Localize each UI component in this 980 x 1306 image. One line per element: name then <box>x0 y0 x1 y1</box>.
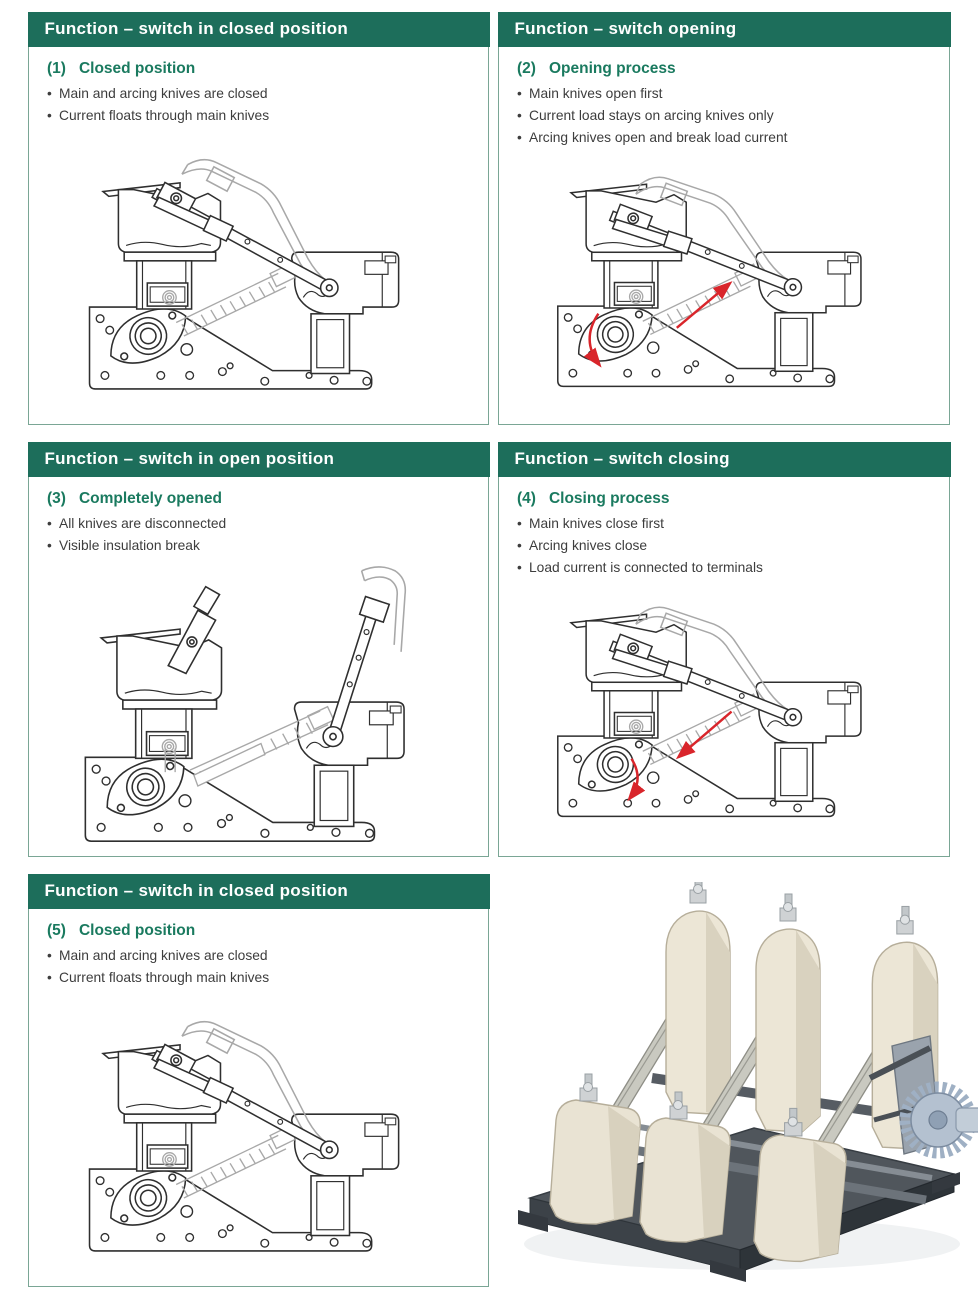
subtitle-number: (3) <box>47 489 66 507</box>
panel-header: Function – switch opening <box>498 12 951 47</box>
panel-header: Function – switch closing <box>498 442 951 477</box>
subtitle-text: Opening process <box>548 59 676 77</box>
bullet-item: • Current load stays on arcing knives only <box>517 105 939 127</box>
bullet-list <box>47 513 478 557</box>
subtitle-text: Closed position <box>78 59 196 77</box>
three-pole-switch-illustration <box>502 882 978 1290</box>
panel-switch-closing <box>498 442 950 857</box>
bullet-item: • Current floats through main knives <box>47 967 478 989</box>
panel-header: Function – switch in closed position <box>28 874 490 909</box>
panel-open-position <box>28 442 489 857</box>
switch-closing-diagram <box>534 585 914 840</box>
bullet-item: • Load current is connected to terminals <box>517 557 939 579</box>
panel-subtitle <box>517 60 949 78</box>
panel-closed-position-1 <box>28 12 489 425</box>
panel-subtitle <box>47 60 488 78</box>
panel-closed-position-2 <box>28 874 489 1287</box>
panel-header: Function – switch in closed position <box>28 12 490 47</box>
switch-open-diagram <box>69 561 449 857</box>
panel-header: Function – switch in open position <box>28 442 490 477</box>
switch-closed-diagram <box>69 153 449 413</box>
product-photo-three-pole-switch <box>502 882 978 1290</box>
subtitle-text: Closing process <box>548 489 670 507</box>
bullet-item: • Main and arcing knives are closed <box>47 945 478 967</box>
subtitle-text: Completely opened <box>78 489 222 507</box>
bullet-item: • Arcing knives close <box>517 535 939 557</box>
bullet-item: • Main knives close first <box>517 513 939 535</box>
bullet-item: • Visible insulation break <box>47 535 478 557</box>
subtitle-number: (5) <box>47 921 66 939</box>
bullet-item: • Main and arcing knives are closed <box>47 83 478 105</box>
panel-subtitle <box>47 490 488 508</box>
subtitle-number: (2) <box>517 59 536 77</box>
bullet-item: • All knives are disconnected <box>47 513 478 535</box>
panel-switch-opening <box>498 12 950 425</box>
bullet-list <box>47 945 478 989</box>
bullet-item: • Arcing knives open and break load current <box>517 127 939 149</box>
subtitle-number: (1) <box>47 59 66 77</box>
panel-subtitle <box>517 490 949 508</box>
subtitle-text: Closed position <box>78 921 196 939</box>
bullet-item: • Current floats through main knives <box>47 105 478 127</box>
bullet-list <box>517 83 939 149</box>
bullet-list <box>517 513 939 579</box>
panel-subtitle <box>47 922 488 940</box>
bullet-list <box>47 83 478 127</box>
subtitle-number: (4) <box>517 489 536 507</box>
bullet-item: • Main knives open first <box>517 83 939 105</box>
switch-opening-diagram <box>534 155 914 410</box>
switch-closed-diagram <box>69 1015 449 1275</box>
